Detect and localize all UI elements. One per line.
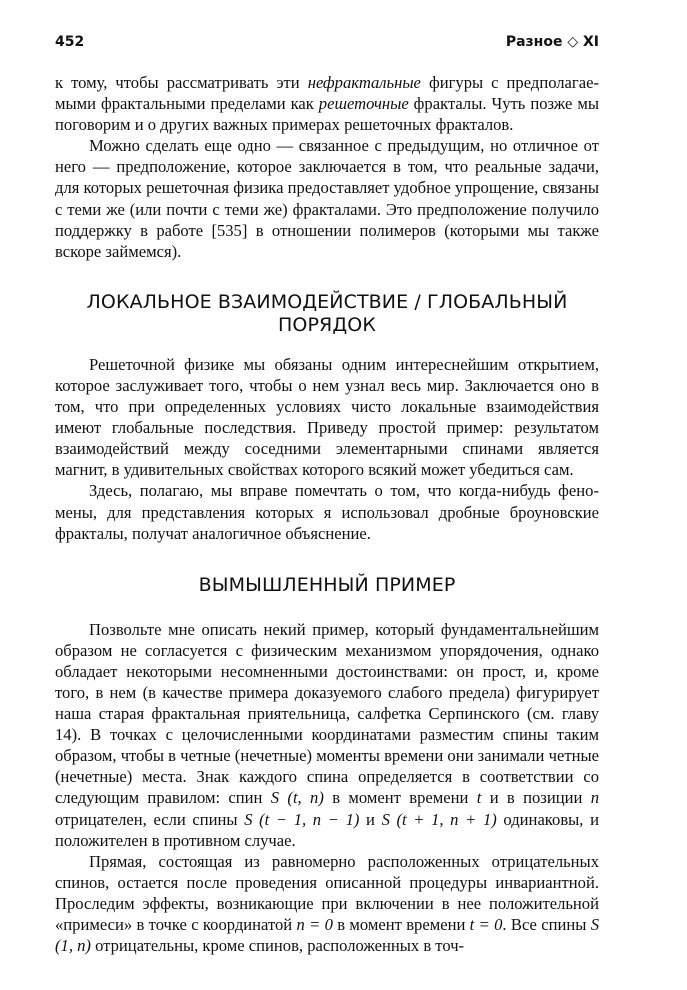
page-number: 452 bbox=[55, 34, 85, 50]
emphasis-nonfractal: нефрактальные bbox=[307, 73, 421, 92]
text-run: в момент времени bbox=[332, 915, 470, 934]
paragraph-fictional-1 bbox=[55, 619, 599, 851]
text-run: отрицателен, если спины bbox=[55, 809, 245, 829]
page-header bbox=[55, 34, 599, 56]
section-heading-local-interaction bbox=[55, 291, 599, 337]
paragraph-fictional-2 bbox=[55, 851, 599, 956]
math-spin-1n: S (1, n) bbox=[55, 915, 599, 956]
math-n-zero: n = 0 bbox=[296, 915, 333, 934]
paragraph-intro-2: Можно сделать еще одно — связанное с предыдущим, но отличное от него — предположение, которое заключается в том, что реальные задачи, для которых решеточная физика предоставляет удобное упрощение, связаны с теми же (или почти с теми же) фракталами. Это предположение получило поддержку в работе [535] в отношении полимеров (которыми мы также вскоре займемся). bbox=[55, 136, 599, 261]
math-n: n bbox=[590, 788, 600, 808]
math-t: t bbox=[476, 788, 482, 808]
text-run: отрицательны, кроме спинов, расположенных в точ- bbox=[90, 936, 465, 956]
emphasis-lattice: решеточные bbox=[318, 94, 409, 114]
text-run: в момент времени bbox=[323, 788, 477, 808]
text-run: Прямая, состоящая из равномерно расположенных отрицательных спинов, остается после проведения описанной процедуры инвариантной. Проследим эффекты, возникающие при включении в нее положительной «примеси» в точке с координатой bbox=[55, 851, 599, 934]
math-spin-prev: S (t − 1, n − 1) bbox=[244, 809, 360, 829]
text-run: и bbox=[359, 809, 382, 829]
text-run: фракталы. Чуть позже мы поговорим и о других важных примерах решеточных фракталов. bbox=[55, 94, 599, 135]
text-run: . Все спины bbox=[502, 915, 591, 934]
paragraph-local-1: Решеточной физике мы обязаны одним интереснейшим открытием, которое заслуживает того, чтобы о нем узнал весь мир. Заключается оно в том, что при определенных условиях чисто локальные взаимодействия имеют глобальные последствия. Приведу простой пример: результатом взаимодействий между соседними элементарными спинами является магнит, в удивительных свойствах которого всякий может убедиться сам. bbox=[55, 354, 599, 480]
heading-line-2: ПОРЯДОК bbox=[278, 313, 376, 336]
text-run: и в позиции bbox=[481, 788, 591, 808]
text-run: к тому, чтобы рассматривать эти bbox=[55, 73, 308, 92]
heading-line-1: ЛОКАЛЬНОЕ ВЗАИМОДЕЙСТВИЕ / ГЛОБАЛЬНЫЙ bbox=[86, 290, 568, 313]
page-body bbox=[55, 72, 599, 956]
math-t-zero: t = 0 bbox=[469, 915, 503, 934]
section-heading-fictional-example: ВЫМЫШЛЕННЫЙ ПРИМЕР bbox=[198, 573, 456, 596]
paragraph-intro-1 bbox=[55, 72, 599, 135]
text-run: Позвольте мне описать некий пример, который фундаментальнейшим образом не согласуется с физическим механизмом упорядочения, однако обладает некоторыми несомненными достоинствами: он прост, и, кроме того, в нем (в качестве примера доказуемого слабого предела) фигурирует наша старая фрактальная приятельница, салфетка Серпинского (см. главу 14). В точках с целочисленными координатами разместим спины таким образом, чтобы в четные (нечетные) моменты времени они занимали четные (нечетные) места. Знак каждого спина определяется в соответствии со следующим правилом: спин bbox=[55, 619, 599, 808]
text-run: фигуры с предполагаемыми фрактальными пределами как bbox=[55, 73, 599, 114]
math-spin: S (t, n) bbox=[270, 788, 324, 808]
math-spin-next: S (t + 1, n + 1) bbox=[381, 809, 497, 829]
paragraph-local-2: Здесь, полагаю, мы вправе помечтать о том, что когда-нибудь феномены, для представления которых я использовал дробные броуновские фракталы, получат аналогичное объяснение. bbox=[55, 481, 599, 543]
text-run: одинаковы, и положителен в противном случае. bbox=[55, 809, 599, 850]
running-title: Разное ◇ XI bbox=[505, 34, 599, 50]
